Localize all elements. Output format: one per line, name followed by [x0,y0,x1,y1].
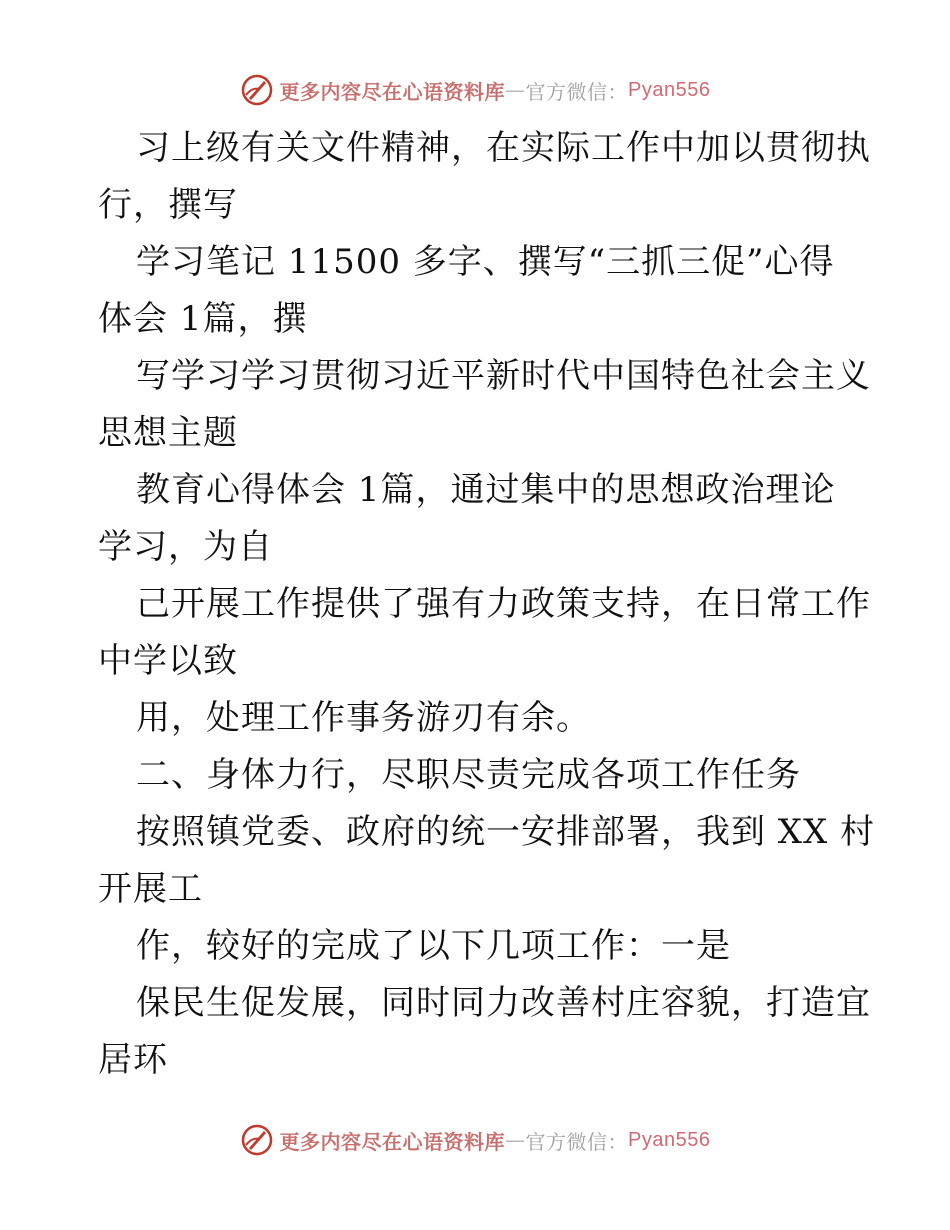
body-line: 思想主题 [98,413,238,453]
body-line: 中学以致 [98,641,238,681]
body-line: 用，处理工作事务游刃有余。 [136,698,591,738]
banner-dash: — [505,1128,526,1152]
banner-wechat-id: Pyan556 [628,78,711,101]
body-line: 作，较好的完成了以下几项工作：一是 [136,926,731,966]
quill-logo-icon [240,1123,274,1157]
body-line: 学习，为自 [98,527,273,567]
banner-dash: — [505,78,526,102]
body-line: 己开展工作提供了强有力政策支持，在日常工作 [136,584,871,624]
section-heading: 二、身体力行，尽职尽责完成各项工作任务 [136,755,801,795]
body-line: 习上级有关文件精神，在实际工作中加以贯彻执 [136,128,871,168]
banner-label: 官方微信： [525,1129,629,1154]
body-line: 学习笔记 11500 多字、撰写“三抓三促”心得 [136,242,835,282]
banner-text: 更多内容尽在心语资料库 [279,1129,506,1154]
banner-label: 官方微信： [525,79,629,104]
body-line: 居环 [98,1040,168,1080]
footer-watermark-banner [0,1120,950,1160]
body-line: 保民生促发展，同时同力改善村庄容貌，打造宜 [136,983,871,1023]
body-line: 行，撰写 [98,185,238,225]
body-line: 按照镇党委、政府的统一安排部署，我到 XX 村 [136,812,876,852]
banner-text: 更多内容尽在心语资料库 [279,79,506,104]
banner-wechat-id: Pyan556 [628,1128,711,1151]
document-body [98,120,878,1089]
quill-logo-icon [240,73,274,107]
body-line: 开展工 [98,869,203,909]
body-line: 体会 1篇，撰 [98,299,308,339]
body-line: 写学习学习贯彻习近平新时代中国特色社会主义 [136,356,871,396]
header-watermark-banner [0,70,950,110]
body-line: 教育心得体会 1篇，通过集中的思想政治理论 [136,470,836,510]
